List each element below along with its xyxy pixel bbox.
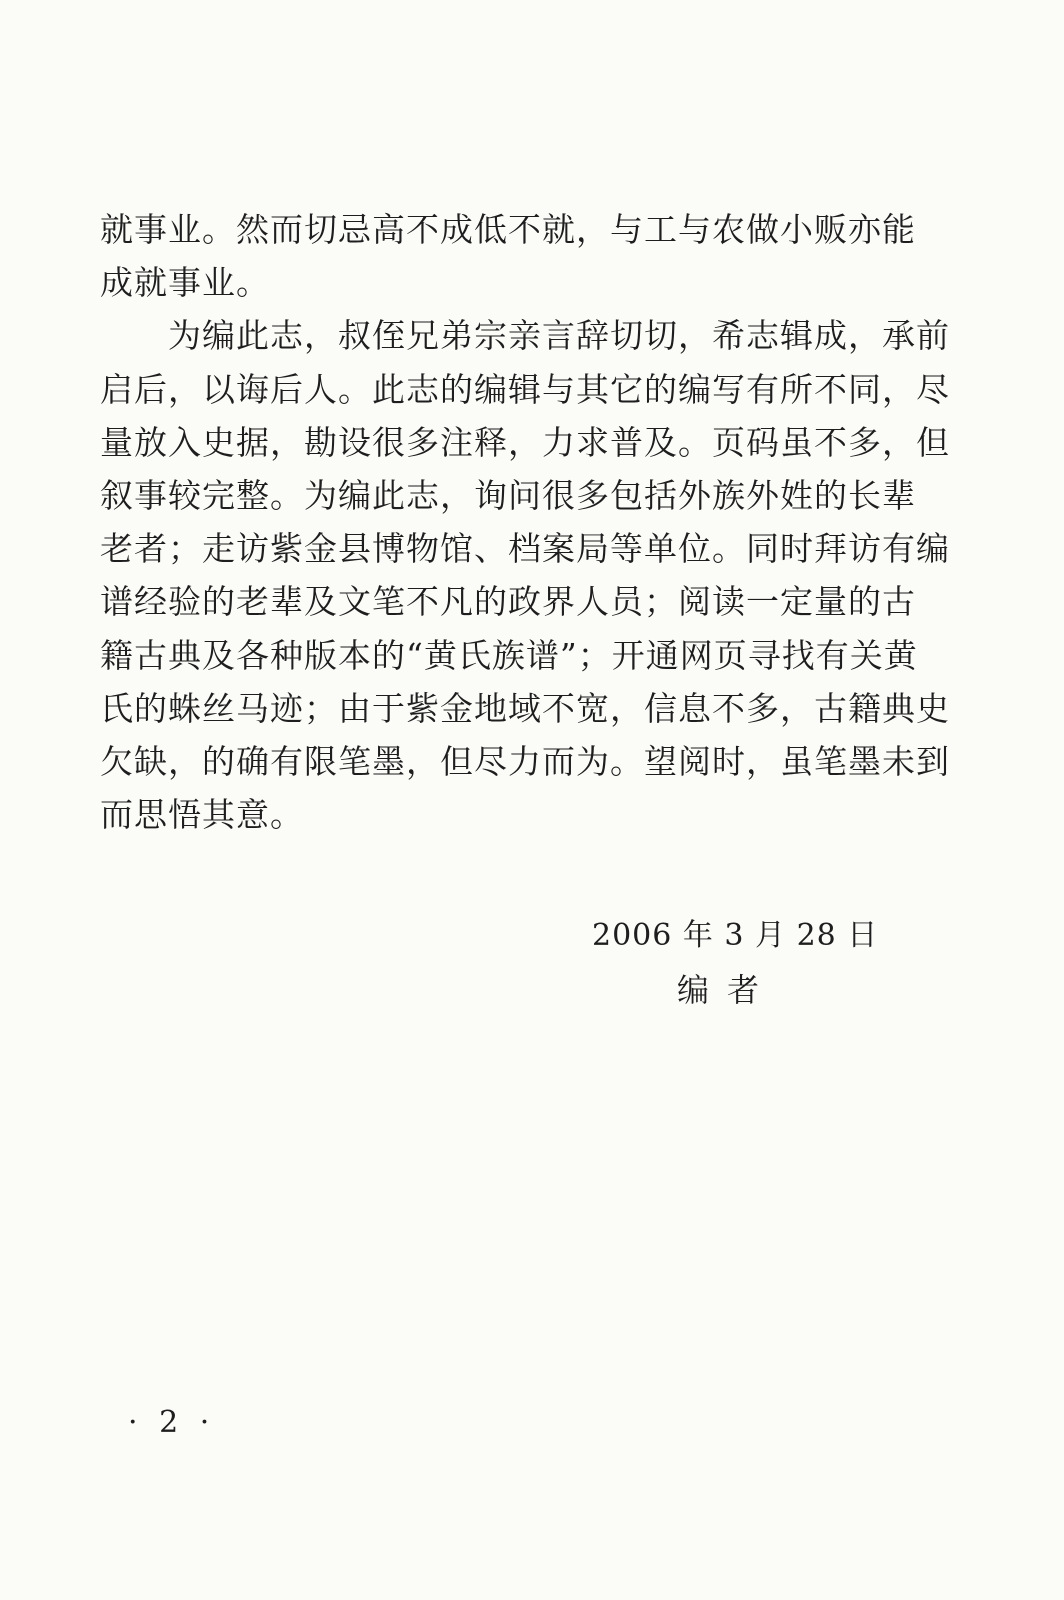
text-line: 欠缺，的确有限笔墨，但尽力而为。望阅时，虽笔墨未到	[100, 741, 950, 781]
text-line: 而思悟其意。	[100, 795, 304, 835]
text-line: 启后，以诲后人。此志的编辑与其它的编写有所不同，尽	[100, 369, 950, 409]
paragraph-2	[100, 309, 950, 841]
text-line: 籍古典及各种版本的“黄氏族谱”；开通网页寻找有关黄	[100, 635, 918, 675]
page-number: · 2 ·	[128, 1405, 216, 1440]
text-line: 成就事业。	[100, 263, 270, 303]
signature-author: 编者	[677, 971, 778, 1009]
text-line: 就事业。然而切忌高不成低不就，与工与农做小贩亦能	[100, 210, 916, 249]
text-line: 量放入史据，勘设很多注释，力求普及。页码虽不多，但	[100, 422, 950, 462]
body-text	[100, 203, 950, 841]
text-line: 叙事较完整。为编此志，询问很多包括外族外姓的长辈	[100, 475, 916, 515]
signature-date: 2006 年 3 月 28 日	[592, 918, 879, 953]
text-line: 谱经验的老辈及文笔不凡的政界人员；阅读一定量的古	[100, 582, 916, 622]
text-line: 为编此志，叔侄兄弟宗亲言辞切切，希志辑成，承前	[168, 316, 950, 356]
text-line: 氏的蛛丝马迹；由于紫金地域不宽，信息不多，古籍典史	[100, 688, 950, 728]
text-line: 老者；走访紫金县博物馆、档案局等单位。同时拜访有编	[100, 529, 950, 569]
paragraph-1	[100, 203, 916, 309]
